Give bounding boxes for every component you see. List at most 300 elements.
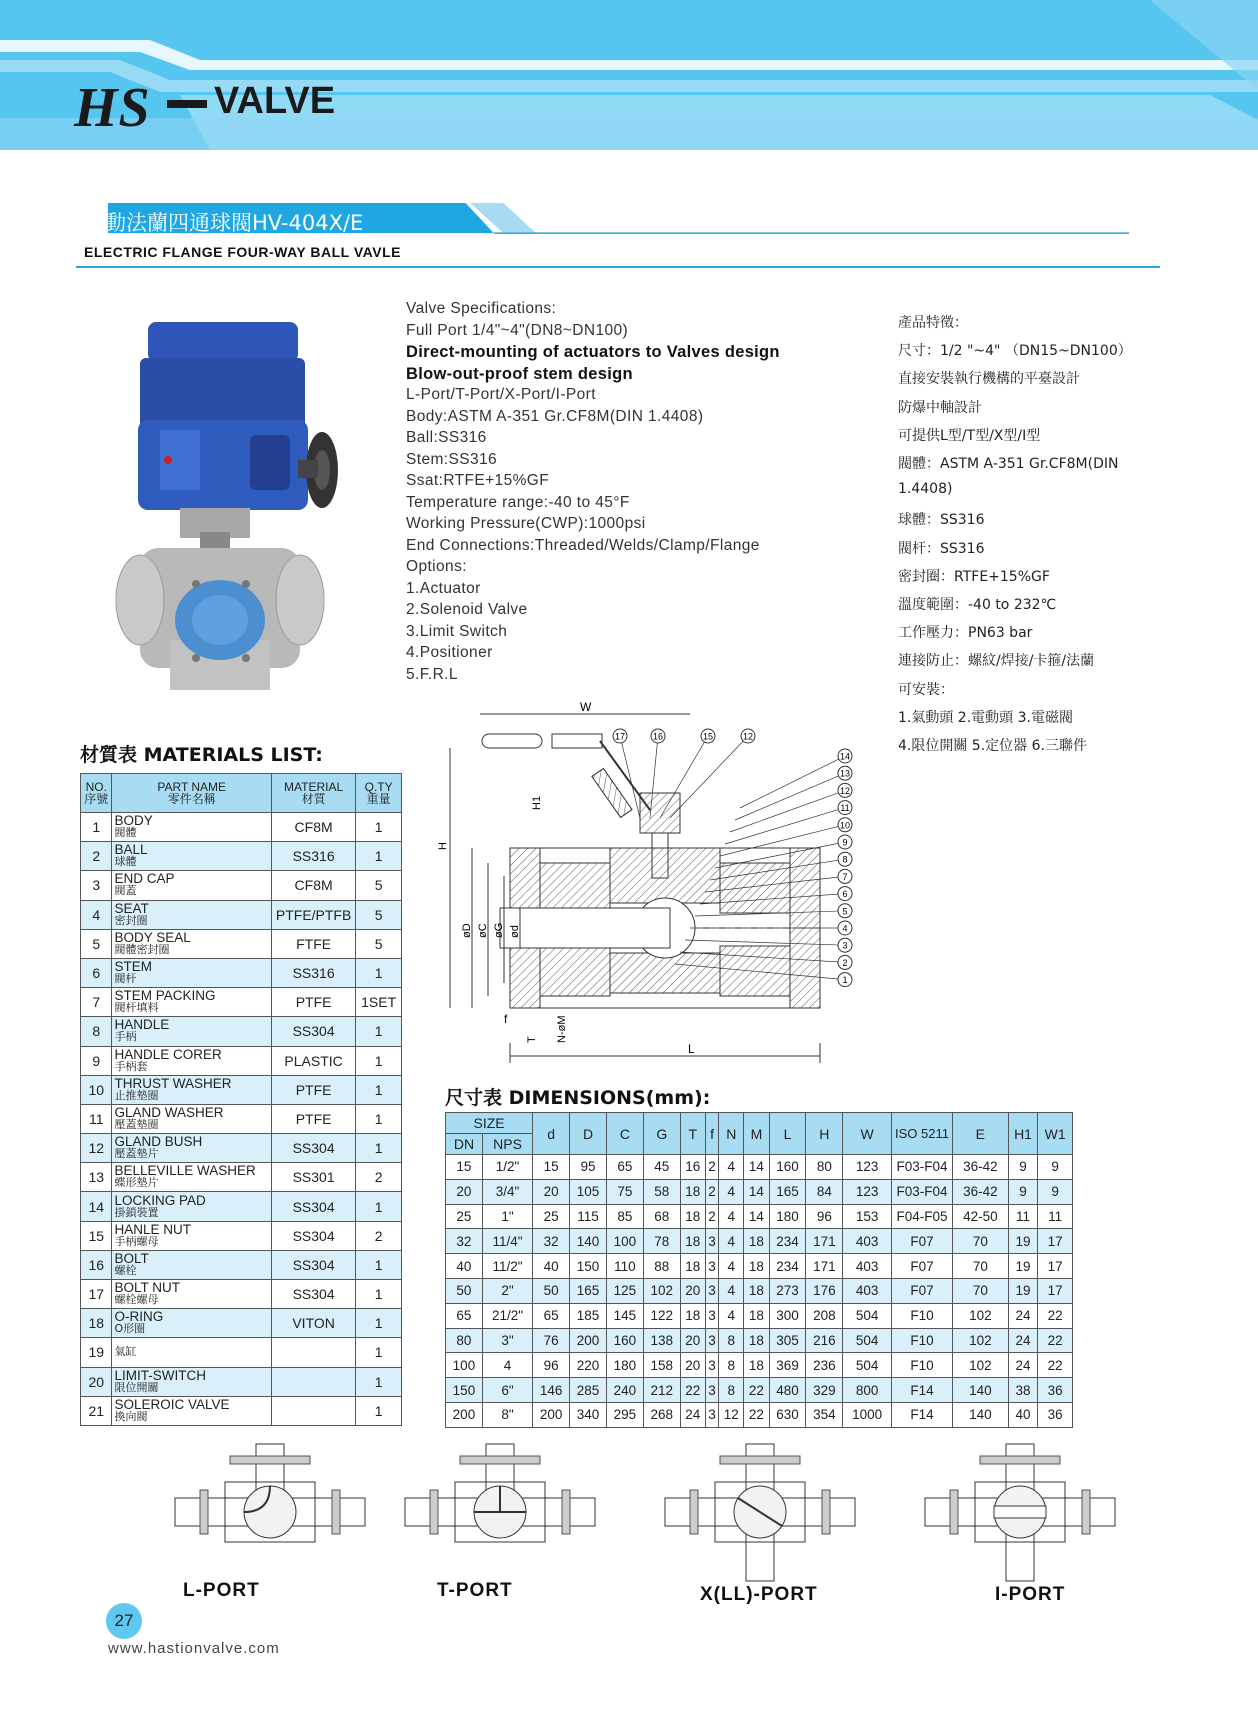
dim-cell: 11/2" xyxy=(482,1254,532,1279)
dim-f: f xyxy=(504,1012,508,1026)
callout-number: 11 xyxy=(840,803,850,814)
dim-cell: 504 xyxy=(843,1303,892,1328)
brand-dash xyxy=(167,100,207,108)
port-label-i: I-PORT xyxy=(995,1584,1066,1605)
material-mat: SS304 xyxy=(271,1221,355,1250)
spec-line: Working Pressure(CWP):1000psi xyxy=(406,515,646,532)
title-en: ELECTRIC FLANGE FOUR-WAY BALL VAVLE xyxy=(84,244,401,260)
dim-cell: 9 xyxy=(1038,1179,1073,1204)
spec-line: Options: xyxy=(406,558,467,575)
dim-d-outer: øD xyxy=(461,923,473,938)
callout-number: 1 xyxy=(842,975,848,986)
dim-cell: 22 xyxy=(1038,1303,1073,1328)
callout-number: 14 xyxy=(839,751,851,762)
dim-cell: 138 xyxy=(643,1328,680,1353)
dim-cell: 18 xyxy=(680,1204,705,1229)
materials-table xyxy=(80,773,402,1426)
dim-cell: 216 xyxy=(806,1328,843,1353)
material-part: HANLE NUT 手柄螺母 xyxy=(112,1221,271,1250)
dim-cell: 24 xyxy=(1008,1328,1038,1353)
feature-line: 可提供L型/T型/X型/I型 xyxy=(898,427,1041,444)
material-no: 21 xyxy=(81,1396,112,1425)
spec-line: 5.F.R.L xyxy=(406,665,458,683)
dim-cell: 273 xyxy=(769,1278,806,1303)
dim-cell: 3" xyxy=(482,1328,532,1353)
brand-hs: HS xyxy=(74,77,151,139)
material-row xyxy=(81,1104,402,1133)
material-qty: 1 xyxy=(356,1309,402,1338)
dim-cell: 18 xyxy=(680,1229,705,1254)
dim-cell: 4 xyxy=(719,1204,744,1229)
dim-cell: 20 xyxy=(446,1179,483,1204)
dim-cell: 160 xyxy=(606,1328,643,1353)
spec-line: Blow-out-proof stem design xyxy=(406,364,633,383)
material-qty: 1 xyxy=(356,1367,402,1396)
material-no: 1 xyxy=(81,813,112,842)
dimensions-table xyxy=(445,1112,1073,1428)
dim-cell: 123 xyxy=(843,1155,892,1180)
dim-cell: 504 xyxy=(843,1353,892,1378)
dim-cell: 20 xyxy=(680,1278,705,1303)
dim-cell: 15 xyxy=(533,1155,570,1180)
dim-l: L xyxy=(688,1042,695,1056)
material-row xyxy=(81,1396,402,1425)
material-no: 15 xyxy=(81,1221,112,1250)
material-row xyxy=(81,1075,402,1104)
material-part: 氣缸 xyxy=(112,1338,271,1367)
dim-cell: 21/2" xyxy=(482,1303,532,1328)
dim-cell: 32 xyxy=(533,1229,570,1254)
callout-number: 3 xyxy=(842,940,848,951)
material-no: 16 xyxy=(81,1250,112,1279)
material-row xyxy=(81,1338,402,1367)
dim-cell: 3 xyxy=(705,1402,718,1427)
material-row xyxy=(81,1367,402,1396)
dim-cell: 504 xyxy=(843,1328,892,1353)
material-mat xyxy=(271,1367,355,1396)
port-label-l: L-PORT xyxy=(183,1580,260,1601)
dim-cell: 2" xyxy=(482,1278,532,1303)
dim-cell: 102 xyxy=(952,1328,1008,1353)
dim-cell: 65 xyxy=(606,1155,643,1180)
material-qty: 1 xyxy=(356,1134,402,1163)
port-diagram xyxy=(925,1444,1115,1581)
material-mat: CF8M xyxy=(271,813,355,842)
dim-cell: 171 xyxy=(806,1254,843,1279)
dim-cell: 9 xyxy=(1038,1155,1073,1180)
dim-cell: 18 xyxy=(744,1303,769,1328)
material-qty: 1 xyxy=(356,1250,402,1279)
material-part: LIMIT-SWITCH 限位開關 xyxy=(112,1367,271,1396)
dim-cell: 200 xyxy=(446,1402,483,1427)
dim-cell: 234 xyxy=(769,1229,806,1254)
callout-number: 7 xyxy=(842,871,848,882)
dim-cell: 180 xyxy=(606,1353,643,1378)
cross-section-drawing xyxy=(437,698,880,1068)
dim-cell: 14 xyxy=(744,1204,769,1229)
material-mat xyxy=(271,1396,355,1425)
material-row xyxy=(81,1163,402,1192)
dim-cell: 85 xyxy=(606,1204,643,1229)
feature-line: 產品特徵： xyxy=(898,315,968,331)
dim-cell: 24 xyxy=(680,1402,705,1427)
dim-cell: 22 xyxy=(744,1402,769,1427)
material-mat xyxy=(271,1338,355,1367)
material-mat: PTFE/PTFB xyxy=(271,900,355,929)
dim-cell: 140 xyxy=(952,1378,1008,1403)
dim-cell: 145 xyxy=(606,1303,643,1328)
material-mat: VITON xyxy=(271,1309,355,1338)
dim-cell: 630 xyxy=(769,1402,806,1427)
dim-col-header: d xyxy=(533,1113,570,1155)
dim-cell: 122 xyxy=(643,1303,680,1328)
dim-cell: 76 xyxy=(533,1328,570,1353)
dimension-row xyxy=(446,1378,1073,1403)
material-part: END CAP 閥蓋 xyxy=(112,871,271,900)
dim-col-header: ISO 5211 xyxy=(891,1113,952,1155)
feature-line: 密封圈：RTFE+15%GF xyxy=(898,568,1050,585)
dim-cell: 220 xyxy=(570,1353,607,1378)
material-no: 3 xyxy=(81,871,112,900)
dim-cell: 18 xyxy=(680,1254,705,1279)
port-diagram xyxy=(665,1444,855,1581)
dim-d-inner: ød xyxy=(509,925,521,938)
feature-line: 連接防止：螺紋/焊接/卡箍/法蘭 xyxy=(898,653,1095,670)
callout-number: 10 xyxy=(839,820,851,831)
callout-number: 17 xyxy=(614,731,626,742)
dim-cell: 22 xyxy=(1038,1328,1073,1353)
material-row xyxy=(81,958,402,987)
dim-cell: F14 xyxy=(891,1402,952,1427)
dim-col-header: W xyxy=(843,1113,892,1155)
dim-cell: 88 xyxy=(643,1254,680,1279)
feature-line: 尺寸：1/2 "~4" （DN15~DN100） xyxy=(898,343,1132,360)
material-no: 5 xyxy=(81,929,112,958)
material-mat: SS304 xyxy=(271,1250,355,1279)
material-no: 12 xyxy=(81,1134,112,1163)
callout-leader xyxy=(725,808,845,844)
material-row xyxy=(81,1309,402,1338)
dim-cell: 8 xyxy=(719,1353,744,1378)
material-qty: 2 xyxy=(356,1163,402,1192)
material-part: STEM 閥杆 xyxy=(112,958,271,987)
callout-number: 12 xyxy=(742,731,754,742)
feature-line: 直接安裝執行機構的平臺設計 xyxy=(898,371,1080,388)
material-part: HANDLE CORER 手柄套 xyxy=(112,1046,271,1075)
dim-col-header: G xyxy=(643,1113,680,1155)
dim-cell: 4 xyxy=(719,1229,744,1254)
dim-cell: 18 xyxy=(680,1303,705,1328)
dimension-row xyxy=(446,1155,1073,1180)
material-mat: PTFE xyxy=(271,988,355,1017)
dim-cell: 70 xyxy=(952,1278,1008,1303)
material-qty: 1 xyxy=(356,813,402,842)
dim-cell: 42-50 xyxy=(952,1204,1008,1229)
spec-line: End Connections:Threaded/Welds/Clamp/Flange xyxy=(406,536,760,554)
dim-cell: 102 xyxy=(952,1303,1008,1328)
dim-cell: F07 xyxy=(891,1278,952,1303)
callout-number: 15 xyxy=(702,731,714,742)
dim-cell: 18 xyxy=(744,1254,769,1279)
material-row xyxy=(81,1134,402,1163)
dim-cell: 3 xyxy=(705,1254,718,1279)
material-mat: SS316 xyxy=(271,842,355,871)
col-no: NO. 序號 xyxy=(81,774,112,813)
dim-col-header: H1 xyxy=(1008,1113,1038,1155)
material-qty: 1 xyxy=(356,1075,402,1104)
dim-cell: 100 xyxy=(606,1229,643,1254)
spec-line: Direct-mounting of actuators to Valves design xyxy=(406,343,780,361)
material-no: 7 xyxy=(81,988,112,1017)
port-diagram xyxy=(175,1444,365,1542)
dim-col-header: NPS xyxy=(482,1134,532,1155)
dim-cell: 20 xyxy=(533,1179,570,1204)
material-part: BELLEVILLE WASHER 蝶形墊片 xyxy=(112,1163,271,1192)
dim-col-header: D xyxy=(570,1113,607,1155)
dim-cell: F07 xyxy=(891,1254,952,1279)
dim-col-header: E xyxy=(952,1113,1008,1155)
dim-cell: 20 xyxy=(680,1328,705,1353)
dim-col-header: M xyxy=(744,1113,769,1155)
dim-cell: 200 xyxy=(533,1402,570,1427)
dim-cell: 17 xyxy=(1038,1229,1073,1254)
feature-line: 1.氣動頭 2.電動頭 3.電磁閥 xyxy=(898,709,1073,726)
dim-cell: 25 xyxy=(533,1204,570,1229)
material-row xyxy=(81,842,402,871)
material-qty: 1 xyxy=(356,1017,402,1046)
dim-cell: 20 xyxy=(680,1353,705,1378)
dim-cell: 8" xyxy=(482,1402,532,1427)
material-row xyxy=(81,813,402,842)
dim-cell: 150 xyxy=(570,1254,607,1279)
dimension-row xyxy=(446,1204,1073,1229)
dim-cell: F07 xyxy=(891,1229,952,1254)
port-diagram xyxy=(405,1444,595,1542)
dim-w: W xyxy=(580,700,592,714)
dim-cell: 11 xyxy=(1038,1204,1073,1229)
dim-cell: 70 xyxy=(952,1254,1008,1279)
spec-line: 3.Limit Switch xyxy=(406,622,508,640)
material-row xyxy=(81,871,402,900)
dim-cell: F03-F04 xyxy=(891,1179,952,1204)
dim-cell: 329 xyxy=(806,1378,843,1403)
dim-h: H xyxy=(437,842,449,850)
dimension-row xyxy=(446,1303,1073,1328)
material-row xyxy=(81,929,402,958)
dim-cell: 3 xyxy=(705,1278,718,1303)
feature-line: 1.4408) xyxy=(898,481,953,498)
callout-number: 12 xyxy=(839,785,851,796)
dim-cell: 36 xyxy=(1038,1402,1073,1427)
dim-cell: 8 xyxy=(719,1378,744,1403)
material-qty: 1 xyxy=(356,1280,402,1309)
dim-cell: 800 xyxy=(843,1378,892,1403)
dim-cell: 153 xyxy=(843,1204,892,1229)
dimension-row xyxy=(446,1353,1073,1378)
dim-cell: 4 xyxy=(719,1179,744,1204)
dim-cell: 200 xyxy=(570,1328,607,1353)
dim-cell: 176 xyxy=(806,1278,843,1303)
material-row xyxy=(81,1017,402,1046)
material-qty: 1 xyxy=(356,1046,402,1075)
material-part: BOLT 螺栓 xyxy=(112,1250,271,1279)
dim-cell: 80 xyxy=(446,1328,483,1353)
dim-cell: 160 xyxy=(769,1155,806,1180)
dim-cell: 158 xyxy=(643,1353,680,1378)
material-no: 6 xyxy=(81,958,112,987)
dim-cell: 9 xyxy=(1008,1179,1038,1204)
dim-cell: 171 xyxy=(806,1229,843,1254)
dim-cell: 2 xyxy=(705,1179,718,1204)
dim-cell: 165 xyxy=(769,1179,806,1204)
material-no: 10 xyxy=(81,1075,112,1104)
dim-cell: 403 xyxy=(843,1229,892,1254)
material-mat: FTFE xyxy=(271,929,355,958)
dim-cell: 305 xyxy=(769,1328,806,1353)
material-no: 14 xyxy=(81,1192,112,1221)
dim-t: T xyxy=(526,1036,538,1043)
dim-cell: 115 xyxy=(570,1204,607,1229)
dim-cell: 58 xyxy=(643,1179,680,1204)
dim-cell: 234 xyxy=(769,1254,806,1279)
material-mat: SS304 xyxy=(271,1280,355,1309)
material-mat: SS304 xyxy=(271,1134,355,1163)
dim-cell: 125 xyxy=(606,1278,643,1303)
dim-cell: 2 xyxy=(705,1155,718,1180)
material-qty: 1 xyxy=(356,958,402,987)
dim-cell: 100 xyxy=(446,1353,483,1378)
dim-cell: 140 xyxy=(952,1402,1008,1427)
port-label-x: X(LL)-PORT xyxy=(700,1584,818,1605)
material-no: 20 xyxy=(81,1367,112,1396)
dim-cell: 240 xyxy=(606,1378,643,1403)
material-mat: SS304 xyxy=(271,1192,355,1221)
website-url[interactable]: www.hastionvalve.com xyxy=(108,1640,280,1657)
dim-cell: 150 xyxy=(446,1378,483,1403)
dim-cell: 4 xyxy=(719,1278,744,1303)
material-no: 4 xyxy=(81,900,112,929)
dim-cell: 3/4" xyxy=(482,1179,532,1204)
dim-col-header: C xyxy=(606,1113,643,1155)
callout-number: 9 xyxy=(842,837,848,848)
spec-line: Ssat:RTFE+15%GF xyxy=(406,472,550,489)
dim-cell: 40 xyxy=(1008,1402,1038,1427)
dim-cell: 50 xyxy=(446,1278,483,1303)
spec-line: 4.Positioner xyxy=(406,644,493,661)
dim-cell: 102 xyxy=(952,1353,1008,1378)
feature-line: 工作壓力：PN63 bar xyxy=(898,625,1033,642)
dim-cell: 4 xyxy=(719,1303,744,1328)
dim-cell: 17 xyxy=(1038,1254,1073,1279)
material-row xyxy=(81,988,402,1017)
dim-cell: 208 xyxy=(806,1303,843,1328)
material-part: BOLT NUT 螺栓螺母 xyxy=(112,1280,271,1309)
dim-g: øG xyxy=(493,922,505,938)
dim-cell: 68 xyxy=(643,1204,680,1229)
dim-cell: 3 xyxy=(705,1378,718,1403)
material-no: 19 xyxy=(81,1338,112,1367)
dim-cell: 96 xyxy=(533,1353,570,1378)
dim-cell: 40 xyxy=(446,1254,483,1279)
material-mat: PTFE xyxy=(271,1104,355,1133)
callout-number: 8 xyxy=(842,854,848,865)
dimensions-heading: 尺寸表 DIMENSIONS(mm): xyxy=(445,1087,711,1109)
dim-cell: 19 xyxy=(1008,1229,1038,1254)
feature-line: 4.限位開關 5.定位器 6.三聯件 xyxy=(898,738,1087,754)
dim-cell: 18 xyxy=(744,1353,769,1378)
material-qty: 1 xyxy=(356,1104,402,1133)
dim-cell: 17 xyxy=(1038,1278,1073,1303)
material-qty: 1 xyxy=(356,842,402,871)
brand-valve: VALVE xyxy=(214,80,336,122)
dim-cell: 1/2" xyxy=(482,1155,532,1180)
dim-cell: 369 xyxy=(769,1353,806,1378)
material-no: 8 xyxy=(81,1017,112,1046)
dim-cell: 18 xyxy=(744,1328,769,1353)
material-qty: 2 xyxy=(356,1221,402,1250)
dim-cell: 25 xyxy=(446,1204,483,1229)
title-cn: 電動法蘭四通球閥HV-404X/E xyxy=(84,211,364,235)
dim-cell: 236 xyxy=(806,1353,843,1378)
material-mat: PTFE xyxy=(271,1075,355,1104)
dimension-row xyxy=(446,1328,1073,1353)
dim-cell: 105 xyxy=(570,1179,607,1204)
dimension-row xyxy=(446,1278,1073,1303)
header-banner xyxy=(0,0,1258,150)
material-no: 9 xyxy=(81,1046,112,1075)
dim-cell: 11/4" xyxy=(482,1229,532,1254)
dim-cell: 18 xyxy=(680,1179,705,1204)
dim-cell: F10 xyxy=(891,1353,952,1378)
dim-cell: 50 xyxy=(533,1278,570,1303)
dim-cell: 403 xyxy=(843,1278,892,1303)
material-no: 11 xyxy=(81,1104,112,1133)
dim-cell: 165 xyxy=(570,1278,607,1303)
callout-leader xyxy=(740,756,845,808)
col-qty: Q.TY 重量 xyxy=(356,774,402,813)
dim-cell: 146 xyxy=(533,1378,570,1403)
material-row xyxy=(81,1221,402,1250)
dim-cell: 96 xyxy=(806,1204,843,1229)
dim-cell: 180 xyxy=(769,1204,806,1229)
material-mat: CF8M xyxy=(271,871,355,900)
dim-cell: 22 xyxy=(680,1378,705,1403)
dimension-row xyxy=(446,1254,1073,1279)
dim-cell: 24 xyxy=(1008,1353,1038,1378)
product-photo xyxy=(100,310,360,710)
material-part: SEAT 密封圈 xyxy=(112,900,271,929)
spec-line: Valve Specifications: xyxy=(406,300,557,317)
material-part: BALL 球體 xyxy=(112,842,271,871)
material-row xyxy=(81,900,402,929)
spec-line: Full Port 1/4"~4"(DN8~DN100) xyxy=(406,321,629,339)
dim-cell: 65 xyxy=(533,1303,570,1328)
size-header: SIZE xyxy=(446,1113,533,1134)
material-no: 2 xyxy=(81,842,112,871)
dim-cell: 22 xyxy=(744,1378,769,1403)
callout-leader xyxy=(720,825,848,856)
dim-cell: 65 xyxy=(446,1303,483,1328)
dim-cell: 3 xyxy=(705,1229,718,1254)
material-no: 18 xyxy=(81,1309,112,1338)
callout-leader xyxy=(685,940,845,945)
page-number: 27 xyxy=(114,1611,134,1630)
dim-cell: 6" xyxy=(482,1378,532,1403)
dim-cell: F10 xyxy=(891,1328,952,1353)
feature-line: 防爆中軸設計 xyxy=(898,399,982,416)
spec-line: 2.Solenoid Valve xyxy=(406,601,528,618)
materials-heading: 材質表 MATERIALS LIST: xyxy=(80,744,323,766)
